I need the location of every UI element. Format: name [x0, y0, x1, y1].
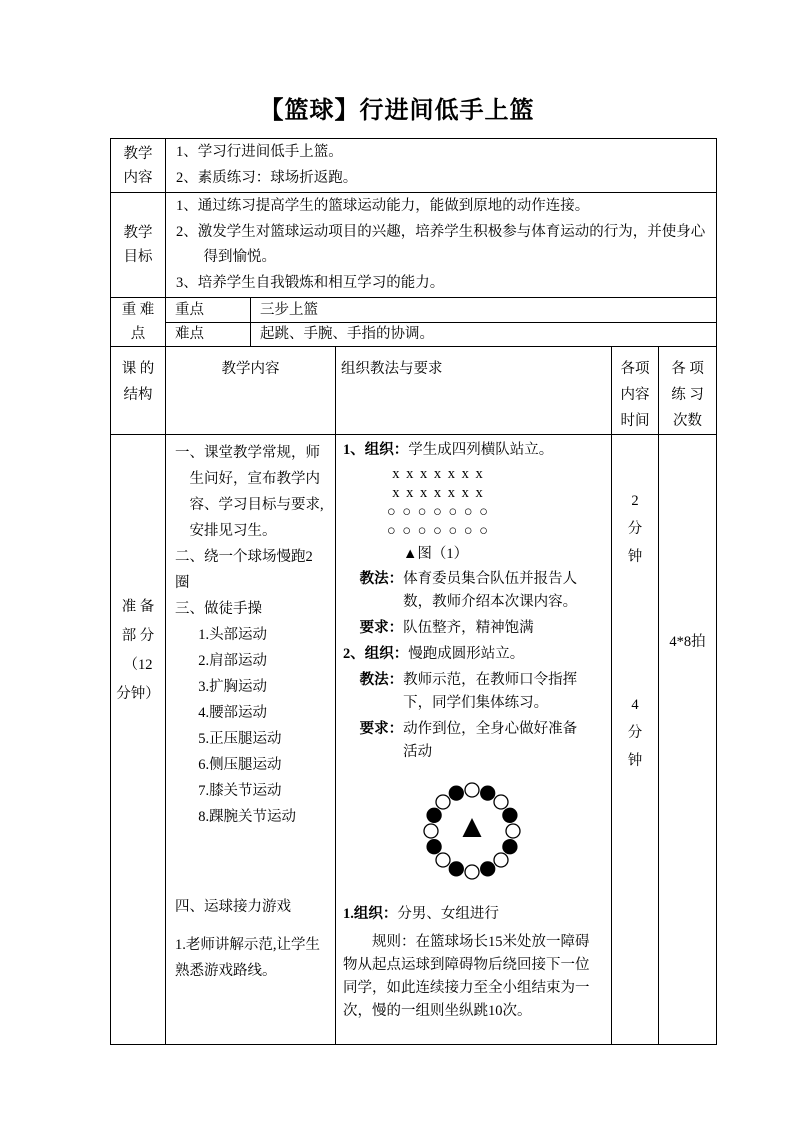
goal-item: 2、激发学生对篮球运动项目的兴趣，培养学生积极参与体育运动的行为，并使身心得到愉悦。	[176, 223, 706, 265]
student-circle	[436, 853, 450, 867]
header-organization: 组织教法与要求	[336, 347, 612, 435]
time-cell	[612, 435, 659, 1045]
exercise-item: 6.侧压腿运动	[198, 757, 282, 773]
phase-line: 分钟）	[116, 686, 160, 702]
header-line: 各项	[620, 361, 650, 377]
student-circle	[494, 795, 508, 809]
org-method-1-label: 教法：	[359, 571, 404, 587]
org-section-1	[343, 439, 601, 462]
phase-label	[111, 593, 165, 709]
goal-item: 3、培养学生自我锻炼和相互学习的能力。	[176, 274, 445, 291]
label-line: 教学	[123, 145, 153, 162]
formation-row: x x x x x x x	[392, 485, 483, 501]
header-structure	[111, 347, 166, 435]
org-method-2	[360, 669, 586, 715]
student-circle	[481, 862, 495, 876]
student-circle	[506, 824, 520, 838]
label-line: 目标	[123, 249, 153, 265]
phase-line: （12	[123, 657, 153, 673]
org-require-1-label: 要求：	[359, 620, 404, 636]
key-point-text: 三步上篮	[251, 298, 717, 323]
exercise-item: 5.正压腿运动	[198, 731, 282, 747]
org-section-1-text: 学生成四列横队站立。	[408, 442, 554, 458]
goal-item: 1、通过练习提高学生的篮球运动能力，能做到原地的动作连接。	[176, 198, 590, 214]
header-line: 次数	[673, 413, 703, 429]
row-key-point	[111, 298, 717, 323]
formation-row: x x x x x x x	[392, 466, 483, 482]
label-line: 重 难	[121, 302, 155, 318]
header-count	[659, 347, 717, 435]
student-circle	[449, 786, 463, 800]
org-section-1-label: 1、组织：	[343, 442, 409, 458]
header-line: 课 的	[121, 361, 155, 377]
content-line: 1、学习行进间低手上篮。	[176, 144, 343, 160]
exercise-item: 2.肩部运动	[198, 653, 268, 669]
phase-line: 部 分	[121, 628, 155, 644]
row-column-headers	[111, 347, 717, 435]
student-circle	[424, 824, 438, 838]
org-rule: 规则：在篮球场长15米处放一障碍物从起点运球到障碍物后绕回接下一位同学，如此连续接力至全小组结束为一次，慢的一组则坐纵跳10次。	[343, 934, 590, 1019]
exercise-item: 4.腰部运动	[198, 705, 268, 721]
header-line: 各 项	[671, 361, 704, 377]
header-content: 教学内容	[166, 347, 336, 435]
header-line: 练 习	[671, 387, 704, 403]
teaching-step-3: 三、做徒手操	[175, 601, 262, 617]
org-section-3-label: 1.组织：	[343, 906, 398, 922]
circle-formation-svg	[416, 775, 528, 887]
difficulty-label: 难点	[166, 322, 251, 347]
org-require-2-text: 动作到位，全身心做好准备活动	[403, 721, 578, 760]
teaching-steps-cell	[166, 435, 336, 1045]
label-line: 点	[130, 326, 146, 342]
org-section-2	[343, 643, 601, 666]
exercise-item: 7.膝关节运动	[198, 783, 282, 799]
exercise-item: 3.扩胸运动	[198, 679, 268, 695]
org-method-1-text: 体育委员集合队伍并报告人数，教师介绍本次课内容。	[403, 571, 578, 610]
student-circle	[427, 808, 441, 822]
phase-line: 准 备	[121, 599, 155, 615]
org-require-1	[360, 617, 586, 640]
student-circle	[465, 783, 479, 797]
teaching-goals-label	[111, 193, 166, 298]
figure-caption: ▲图（1）	[403, 546, 469, 562]
page-title: 【篮球】行进间低手上篮	[259, 98, 535, 124]
formation-row: ○ ○ ○ ○ ○ ○ ○	[387, 504, 489, 520]
row-preparation-phase	[111, 435, 717, 1045]
org-require-2	[360, 718, 586, 764]
teaching-content-label	[111, 139, 166, 193]
org-method-2-label: 教法：	[359, 672, 404, 688]
organization-cell	[336, 435, 612, 1045]
key-difficulty-label	[111, 298, 166, 347]
teaching-step-2: 二、绕一个球场慢跑2圈	[175, 549, 313, 591]
row-difficulty	[111, 322, 717, 347]
org-require-1-text: 队伍整齐，精神饱满	[403, 620, 534, 636]
exercise-item: 1.头部运动	[198, 627, 268, 643]
teaching-content-cell	[166, 139, 717, 193]
student-circle	[481, 786, 495, 800]
student-circle	[503, 840, 517, 854]
exercise-item: 8.踝腕关节运动	[198, 809, 297, 825]
org-section-2-label: 2、组织：	[343, 646, 409, 662]
center-triangle	[463, 818, 482, 837]
student-circle	[427, 840, 441, 854]
teaching-goals-cell	[166, 193, 717, 298]
student-circle	[465, 865, 479, 879]
row-teaching-goals	[111, 193, 717, 298]
exercise-list	[198, 622, 327, 830]
time-value-2: 4分钟	[627, 697, 643, 769]
org-section-3	[343, 903, 601, 926]
content-line: 2、素质练习：球场折返跑。	[176, 169, 358, 186]
difficulty-text: 起跳、手腕、手指的协调。	[251, 322, 717, 347]
org-method-2-text: 教师示范，在教师口令指挥下，同学们集体练习。	[403, 672, 578, 711]
org-require-2-label: 要求：	[359, 721, 404, 737]
label-line: 教学	[123, 225, 153, 241]
org-section-2-text: 慢跑成圆形站立。	[408, 646, 525, 662]
count-cell	[659, 435, 717, 1045]
org-method-1	[360, 568, 586, 614]
teaching-step-1: 一、课堂教学常规，师生问好，宣布教学内容、学习目标与要求,安排见习生。	[175, 445, 324, 539]
header-line: 内容	[620, 387, 650, 403]
formation-row: ○ ○ ○ ○ ○ ○ ○	[387, 523, 489, 539]
student-circle	[436, 795, 450, 809]
formation-diagram	[387, 465, 488, 541]
key-point-label: 重点	[166, 298, 251, 323]
lesson-plan-table	[110, 138, 717, 1045]
header-line: 结构	[123, 387, 153, 403]
student-circle	[449, 862, 463, 876]
row-teaching-content	[111, 139, 717, 193]
header-line: 时间	[620, 413, 650, 429]
time-value-1: 2分钟	[627, 493, 643, 565]
teaching-step-4: 四、运球接力游戏	[175, 899, 291, 915]
phase-cell	[111, 435, 166, 1045]
header-time	[612, 347, 659, 435]
count-value: 4*8拍	[669, 634, 706, 650]
student-circle	[503, 808, 517, 822]
circle-formation-diagram	[416, 775, 528, 895]
student-circle	[494, 853, 508, 867]
teaching-step-5: 1.老师讲解示范,让学生熟悉游戏路线。	[175, 937, 320, 979]
org-section-3-text: 分男、女组进行	[397, 906, 499, 922]
label-line: 内容	[123, 169, 153, 186]
